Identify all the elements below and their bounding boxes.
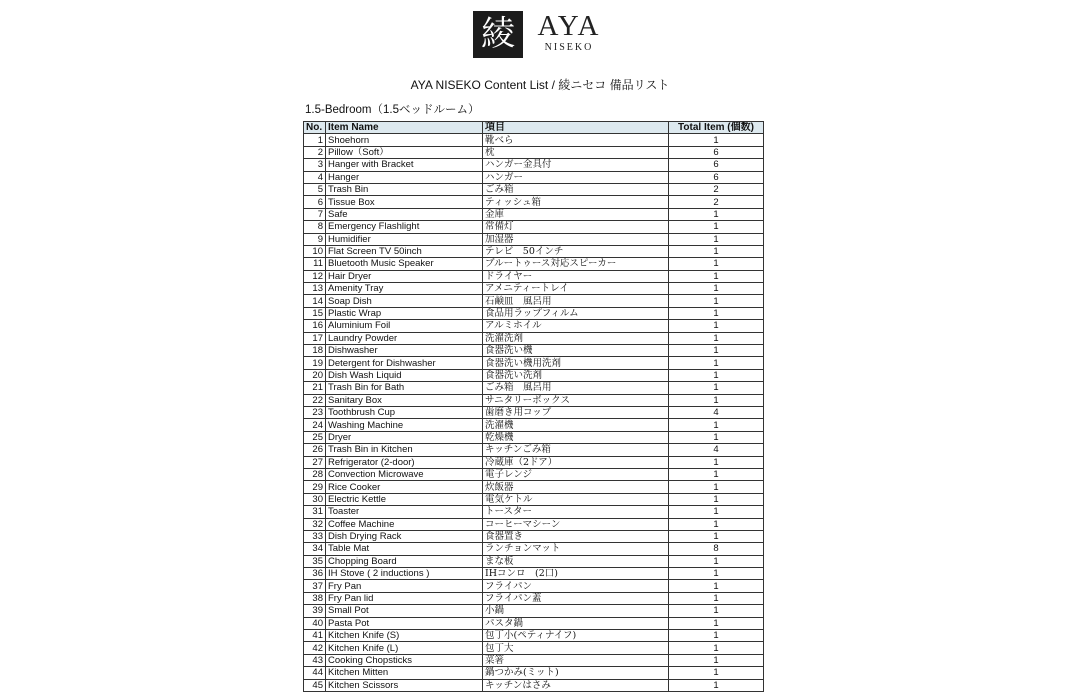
cell-no: 29 bbox=[304, 481, 326, 493]
cell-total: 6 bbox=[669, 171, 764, 183]
table-row bbox=[304, 555, 764, 567]
cell-item-jp: 鍋つかみ(ミット) bbox=[483, 667, 669, 679]
cell-item-name: Hanger bbox=[326, 171, 483, 183]
cell-no: 8 bbox=[304, 221, 326, 233]
table-row bbox=[304, 444, 764, 456]
cell-item-jp: まな板 bbox=[483, 555, 669, 567]
table-row bbox=[304, 320, 764, 332]
cell-item-jp: 食器洗い機 bbox=[483, 345, 669, 357]
header-item-jp: 項目 bbox=[483, 122, 669, 134]
cell-total: 1 bbox=[669, 419, 764, 431]
cell-total: 1 bbox=[669, 456, 764, 468]
cell-total: 1 bbox=[669, 283, 764, 295]
cell-total: 1 bbox=[669, 307, 764, 319]
cell-no: 25 bbox=[304, 431, 326, 443]
table-row bbox=[304, 307, 764, 319]
cell-item-jp: キッチンごみ箱 bbox=[483, 444, 669, 456]
cell-total: 2 bbox=[669, 183, 764, 195]
cell-no: 6 bbox=[304, 196, 326, 208]
logo-kanji-text: 綾 bbox=[481, 14, 515, 54]
cell-total: 1 bbox=[669, 345, 764, 357]
header-item-name: Item Name bbox=[326, 122, 483, 134]
cell-total: 1 bbox=[669, 654, 764, 666]
table-body bbox=[304, 134, 764, 692]
cell-total: 1 bbox=[669, 382, 764, 394]
cell-item-jp: 歯磨き用コップ bbox=[483, 406, 669, 418]
cell-no: 43 bbox=[304, 654, 326, 666]
cell-item-name: Washing Machine bbox=[326, 419, 483, 431]
cell-item-jp: 包丁小(ペティナイフ) bbox=[483, 630, 669, 642]
cell-item-name: Pillow（Soft） bbox=[326, 146, 483, 158]
table-row bbox=[304, 208, 764, 220]
cell-item-jp: フライパン bbox=[483, 580, 669, 592]
cell-no: 21 bbox=[304, 382, 326, 394]
cell-total: 1 bbox=[669, 580, 764, 592]
cell-no: 16 bbox=[304, 320, 326, 332]
cell-item-jp: 乾燥機 bbox=[483, 431, 669, 443]
cell-no: 7 bbox=[304, 208, 326, 220]
cell-no: 19 bbox=[304, 357, 326, 369]
cell-item-name: Dishwasher bbox=[326, 345, 483, 357]
cell-item-jp: 洗濯機 bbox=[483, 419, 669, 431]
cell-total: 1 bbox=[669, 295, 764, 307]
logo-subtitle: NISEKO bbox=[544, 42, 594, 53]
table-row bbox=[304, 456, 764, 468]
table-row bbox=[304, 493, 764, 505]
section-title: 1.5-Bedroom（1.5ベッドルーム） bbox=[305, 104, 480, 116]
cell-item-name: Rice Cooker bbox=[326, 481, 483, 493]
cell-no: 32 bbox=[304, 518, 326, 530]
table-row bbox=[304, 270, 764, 282]
cell-total: 1 bbox=[669, 493, 764, 505]
cell-no: 26 bbox=[304, 444, 326, 456]
cell-item-name: Chopping Board bbox=[326, 555, 483, 567]
cell-item-jp: IHコンロ (2口) bbox=[483, 568, 669, 580]
cell-no: 5 bbox=[304, 183, 326, 195]
cell-item-name: Hair Dryer bbox=[326, 270, 483, 282]
cell-total: 1 bbox=[669, 555, 764, 567]
cell-item-jp: 菜箸 bbox=[483, 654, 669, 666]
cell-item-name: Refrigerator (2-door) bbox=[326, 456, 483, 468]
cell-item-name: Coffee Machine bbox=[326, 518, 483, 530]
cell-item-jp: 常備灯 bbox=[483, 221, 669, 233]
cell-no: 33 bbox=[304, 530, 326, 542]
table-row bbox=[304, 233, 764, 245]
cell-item-jp: 包丁大 bbox=[483, 642, 669, 654]
table-row bbox=[304, 146, 764, 158]
cell-item-jp: 食品用ラップフィルム bbox=[483, 307, 669, 319]
cell-item-name: Dish Drying Rack bbox=[326, 530, 483, 542]
cell-no: 4 bbox=[304, 171, 326, 183]
cell-no: 13 bbox=[304, 283, 326, 295]
table-row bbox=[304, 382, 764, 394]
table-row bbox=[304, 679, 764, 691]
cell-total: 1 bbox=[669, 258, 764, 270]
table-row bbox=[304, 406, 764, 418]
cell-no: 24 bbox=[304, 419, 326, 431]
table-row bbox=[304, 617, 764, 629]
table-row bbox=[304, 357, 764, 369]
table-row bbox=[304, 332, 764, 344]
cell-total: 4 bbox=[669, 406, 764, 418]
cell-item-name: Laundry Powder bbox=[326, 332, 483, 344]
cell-item-name: Flat Screen TV 50inch bbox=[326, 245, 483, 257]
cell-total: 2 bbox=[669, 196, 764, 208]
table-row bbox=[304, 258, 764, 270]
cell-no: 9 bbox=[304, 233, 326, 245]
cell-item-name: Trash Bin for Bath bbox=[326, 382, 483, 394]
cell-item-name: Kitchen Knife (L) bbox=[326, 642, 483, 654]
cell-item-name: Fry Pan lid bbox=[326, 592, 483, 604]
cell-total: 1 bbox=[669, 332, 764, 344]
cell-total: 1 bbox=[669, 134, 764, 146]
cell-item-jp: ドライヤー bbox=[483, 270, 669, 282]
table-row bbox=[304, 159, 764, 171]
cell-item-name: Toothbrush Cup bbox=[326, 406, 483, 418]
cell-total: 1 bbox=[669, 208, 764, 220]
cell-item-name: Safe bbox=[326, 208, 483, 220]
cell-total: 1 bbox=[669, 270, 764, 282]
cell-total: 1 bbox=[669, 481, 764, 493]
table-row bbox=[304, 134, 764, 146]
cell-item-name: Electric Kettle bbox=[326, 493, 483, 505]
cell-item-jp: ティッシュ箱 bbox=[483, 196, 669, 208]
cell-no: 45 bbox=[304, 679, 326, 691]
table-row bbox=[304, 630, 764, 642]
cell-item-name: Toaster bbox=[326, 506, 483, 518]
cell-total: 1 bbox=[669, 369, 764, 381]
cell-item-jp: アメニティートレイ bbox=[483, 283, 669, 295]
cell-no: 3 bbox=[304, 159, 326, 171]
table-row bbox=[304, 171, 764, 183]
cell-item-jp: ランチョンマット bbox=[483, 543, 669, 555]
cell-no: 44 bbox=[304, 667, 326, 679]
cell-item-jp: ごみ箱 風呂用 bbox=[483, 382, 669, 394]
cell-no: 34 bbox=[304, 543, 326, 555]
cell-total: 1 bbox=[669, 630, 764, 642]
document-title: AYA NISEKO Content List / 綾ニセコ 備品リスト bbox=[410, 78, 670, 92]
cell-total: 1 bbox=[669, 568, 764, 580]
cell-total: 1 bbox=[669, 394, 764, 406]
table-row bbox=[304, 295, 764, 307]
cell-no: 18 bbox=[304, 345, 326, 357]
table-row bbox=[304, 394, 764, 406]
logo-name: AYA bbox=[537, 10, 601, 42]
cell-no: 40 bbox=[304, 617, 326, 629]
cell-item-jp: 電気ケトル bbox=[483, 493, 669, 505]
table-header-row bbox=[304, 122, 764, 134]
cell-total: 1 bbox=[669, 320, 764, 332]
cell-item-name: Amenity Tray bbox=[326, 283, 483, 295]
cell-item-jp: サニタリーボックス bbox=[483, 394, 669, 406]
cell-total: 1 bbox=[669, 506, 764, 518]
cell-item-name: IH Stove ( 2 inductions ) bbox=[326, 568, 483, 580]
cell-no: 22 bbox=[304, 394, 326, 406]
cell-item-name: Humidifier bbox=[326, 233, 483, 245]
cell-item-jp: ハンガー金具付 bbox=[483, 159, 669, 171]
cell-total: 1 bbox=[669, 617, 764, 629]
cell-no: 37 bbox=[304, 580, 326, 592]
cell-no: 41 bbox=[304, 630, 326, 642]
cell-item-jp: 食器洗い機用洗剤 bbox=[483, 357, 669, 369]
cell-no: 12 bbox=[304, 270, 326, 282]
table-row bbox=[304, 605, 764, 617]
cell-no: 11 bbox=[304, 258, 326, 270]
cell-no: 2 bbox=[304, 146, 326, 158]
cell-no: 27 bbox=[304, 456, 326, 468]
cell-item-name: Detergent for Dishwasher bbox=[326, 357, 483, 369]
cell-item-jp: 食器洗い洗剤 bbox=[483, 369, 669, 381]
header-total: Total Item (個数) bbox=[669, 122, 764, 134]
table-row bbox=[304, 345, 764, 357]
cell-total: 1 bbox=[669, 642, 764, 654]
cell-total: 8 bbox=[669, 543, 764, 555]
content-list-table bbox=[303, 121, 764, 692]
cell-total: 1 bbox=[669, 605, 764, 617]
cell-item-name: Small Pot bbox=[326, 605, 483, 617]
cell-item-name: Pasta Pot bbox=[326, 617, 483, 629]
cell-no: 14 bbox=[304, 295, 326, 307]
cell-item-jp: 炊飯器 bbox=[483, 481, 669, 493]
cell-item-name: Kitchen Scissors bbox=[326, 679, 483, 691]
table-row bbox=[304, 568, 764, 580]
cell-item-name: Trash Bin in Kitchen bbox=[326, 444, 483, 456]
cell-total: 1 bbox=[669, 667, 764, 679]
cell-total: 1 bbox=[669, 221, 764, 233]
cell-item-name: Fry Pan bbox=[326, 580, 483, 592]
cell-item-name: Table Mat bbox=[326, 543, 483, 555]
cell-item-jp: 電子レンジ bbox=[483, 468, 669, 480]
cell-total: 6 bbox=[669, 146, 764, 158]
cell-item-jp: 枕 bbox=[483, 146, 669, 158]
table-row bbox=[304, 221, 764, 233]
cell-item-jp: 冷蔵庫（2ドア） bbox=[483, 456, 669, 468]
cell-item-name: Kitchen Mitten bbox=[326, 667, 483, 679]
cell-item-jp: ハンガー bbox=[483, 171, 669, 183]
cell-total: 1 bbox=[669, 468, 764, 480]
header-no: No. bbox=[304, 122, 326, 134]
cell-item-name: Shoehorn bbox=[326, 134, 483, 146]
table-row bbox=[304, 468, 764, 480]
cell-item-jp: コーヒーマシーン bbox=[483, 518, 669, 530]
logo-mark bbox=[473, 11, 523, 58]
cell-total: 6 bbox=[669, 159, 764, 171]
cell-no: 39 bbox=[304, 605, 326, 617]
cell-item-jp: トースター bbox=[483, 506, 669, 518]
table-row bbox=[304, 592, 764, 604]
logo-wordmark bbox=[534, 11, 604, 54]
cell-item-jp: 石鹸皿 風呂用 bbox=[483, 295, 669, 307]
table-row bbox=[304, 580, 764, 592]
table-row bbox=[304, 667, 764, 679]
cell-item-name: Plastic Wrap bbox=[326, 307, 483, 319]
cell-item-name: Dish Wash Liquid bbox=[326, 369, 483, 381]
cell-total: 1 bbox=[669, 431, 764, 443]
cell-item-name: Dryer bbox=[326, 431, 483, 443]
cell-no: 35 bbox=[304, 555, 326, 567]
cell-no: 10 bbox=[304, 245, 326, 257]
cell-item-jp: 金庫 bbox=[483, 208, 669, 220]
cell-item-name: Convection Microwave bbox=[326, 468, 483, 480]
cell-item-name: Aluminium Foil bbox=[326, 320, 483, 332]
cell-total: 1 bbox=[669, 530, 764, 542]
cell-no: 31 bbox=[304, 506, 326, 518]
cell-item-name: Kitchen Knife (S) bbox=[326, 630, 483, 642]
cell-no: 23 bbox=[304, 406, 326, 418]
table-row bbox=[304, 369, 764, 381]
table-row bbox=[304, 642, 764, 654]
table-row bbox=[304, 518, 764, 530]
cell-no: 15 bbox=[304, 307, 326, 319]
cell-item-jp: テレビ 50インチ bbox=[483, 245, 669, 257]
cell-total: 4 bbox=[669, 444, 764, 456]
cell-item-jp: ごみ箱 bbox=[483, 183, 669, 195]
cell-item-jp: 加湿器 bbox=[483, 233, 669, 245]
cell-item-jp: ブルートゥース対応スピーカー bbox=[483, 258, 669, 270]
cell-item-name: Sanitary Box bbox=[326, 394, 483, 406]
cell-total: 1 bbox=[669, 245, 764, 257]
table-row bbox=[304, 183, 764, 195]
cell-item-name: Emergency Flashlight bbox=[326, 221, 483, 233]
cell-item-jp: パスタ鍋 bbox=[483, 617, 669, 629]
cell-no: 36 bbox=[304, 568, 326, 580]
cell-item-name: Cooking Chopsticks bbox=[326, 654, 483, 666]
table-row bbox=[304, 196, 764, 208]
table-row bbox=[304, 283, 764, 295]
cell-item-jp: 小鍋 bbox=[483, 605, 669, 617]
cell-item-jp: 洗濯洗剤 bbox=[483, 332, 669, 344]
cell-item-jp: 食器置き bbox=[483, 530, 669, 542]
cell-item-name: Soap Dish bbox=[326, 295, 483, 307]
table-row bbox=[304, 419, 764, 431]
cell-item-name: Tissue Box bbox=[326, 196, 483, 208]
table-row bbox=[304, 481, 764, 493]
table-row bbox=[304, 530, 764, 542]
table-row bbox=[304, 654, 764, 666]
cell-item-jp: アルミホイル bbox=[483, 320, 669, 332]
table-row bbox=[304, 506, 764, 518]
cell-item-jp: フライパン蓋 bbox=[483, 592, 669, 604]
cell-no: 28 bbox=[304, 468, 326, 480]
cell-total: 1 bbox=[669, 357, 764, 369]
cell-item-jp: 靴べら bbox=[483, 134, 669, 146]
cell-total: 1 bbox=[669, 518, 764, 530]
cell-item-name: Hanger with Bracket bbox=[326, 159, 483, 171]
cell-no: 1 bbox=[304, 134, 326, 146]
cell-item-name: Bluetooth Music Speaker bbox=[326, 258, 483, 270]
cell-item-jp: キッチンはさみ bbox=[483, 679, 669, 691]
cell-no: 38 bbox=[304, 592, 326, 604]
cell-total: 1 bbox=[669, 679, 764, 691]
cell-total: 1 bbox=[669, 233, 764, 245]
cell-no: 42 bbox=[304, 642, 326, 654]
table-row bbox=[304, 245, 764, 257]
table-row bbox=[304, 543, 764, 555]
table-row bbox=[304, 431, 764, 443]
cell-item-name: Trash Bin bbox=[326, 183, 483, 195]
cell-no: 20 bbox=[304, 369, 326, 381]
cell-total: 1 bbox=[669, 592, 764, 604]
cell-no: 30 bbox=[304, 493, 326, 505]
cell-no: 17 bbox=[304, 332, 326, 344]
